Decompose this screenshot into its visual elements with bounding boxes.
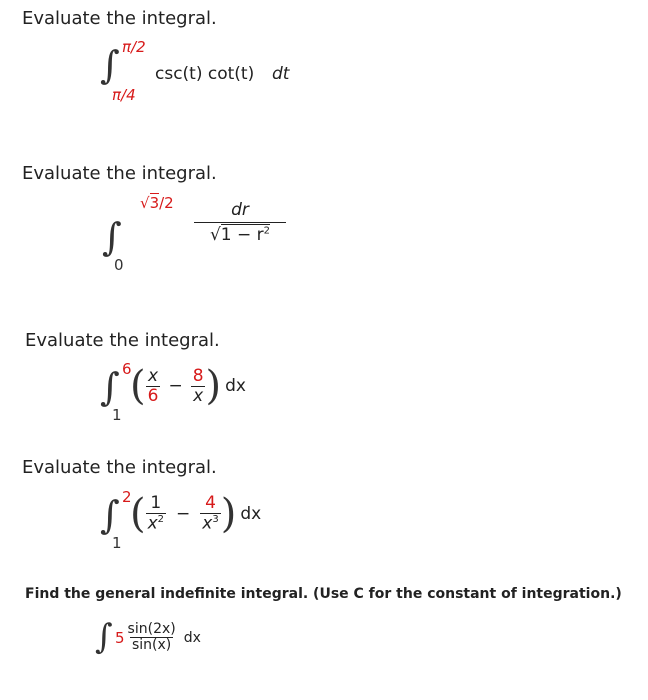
numerator: dr: [194, 200, 286, 223]
numerator: 4: [205, 493, 216, 514]
problem-2-prompt: Evaluate the integral.: [22, 163, 217, 184]
base: x: [147, 513, 158, 534]
problem-4-prompt: Evaluate the integral.: [22, 457, 217, 478]
integrand: csc(t) cot(t): [155, 64, 255, 84]
exponent: 2: [263, 225, 271, 237]
problem-5-expression: [95, 614, 295, 674]
denominator: x: [193, 385, 204, 406]
problem-1-prompt: Evaluate the integral.: [22, 8, 217, 29]
left-paren: (: [130, 491, 146, 537]
numerator: x: [147, 365, 159, 386]
upper-radicand: 3: [149, 194, 160, 212]
problem-4-expression: [100, 488, 320, 558]
differential: dx: [225, 376, 246, 396]
sqrt-icon: √: [140, 194, 150, 212]
minus-operator: −: [168, 376, 183, 396]
radicand: 1 − r: [220, 225, 264, 245]
differential: dx: [240, 504, 262, 524]
lower-limit: 0: [114, 256, 124, 274]
numerator: 1: [150, 493, 162, 514]
denominator: sin(x): [132, 637, 172, 654]
fraction: [126, 622, 178, 654]
upper-limit: [140, 194, 174, 212]
upper-limit: π/2: [122, 38, 146, 56]
exponent: 3: [212, 514, 219, 526]
right-paren: ): [220, 491, 237, 537]
upper-limit: 2: [122, 488, 132, 506]
differential: dt: [272, 64, 290, 84]
integral-sign: ∫: [100, 365, 120, 409]
denominator: 6: [147, 385, 159, 406]
fraction-2: [200, 494, 220, 533]
exponent: 2: [157, 514, 165, 526]
integral-sign: ∫: [100, 493, 120, 537]
lower-limit: 1: [112, 534, 122, 552]
coefficient: 5: [115, 628, 125, 647]
denominator: [200, 513, 220, 533]
upper-tail: /2: [159, 194, 174, 212]
denominator: [146, 513, 166, 533]
upper-limit: 6: [122, 360, 132, 378]
problem-2-expression: [102, 190, 332, 280]
fraction-1: [146, 494, 166, 533]
integral-sign: ∫: [102, 215, 122, 259]
problem-5-prompt: Find the general indefinite integral. (Use C for the constant of integration.): [25, 586, 622, 602]
base: x: [202, 513, 213, 534]
sqrt-icon: √: [209, 225, 221, 245]
minus-operator: −: [176, 504, 191, 524]
lower-limit: π/4: [112, 86, 136, 104]
numerator: 8: [192, 365, 204, 386]
parenthesized-expression: [130, 363, 246, 409]
fraction-1: [146, 367, 161, 405]
denominator: [194, 223, 286, 245]
differential: dx: [183, 629, 201, 646]
integral-sign: ∫: [95, 617, 113, 657]
problem-1-expression: [100, 38, 330, 108]
fraction-2: [191, 367, 206, 405]
problem-3-prompt: Evaluate the integral.: [25, 330, 220, 351]
numerator: sin(2x): [127, 621, 176, 637]
integral-sign: ∫: [100, 43, 120, 87]
right-paren: ): [205, 363, 222, 409]
problem-3-expression: [100, 360, 320, 430]
fraction: [194, 200, 286, 245]
lower-limit: 1: [112, 406, 122, 424]
left-paren: (: [130, 363, 146, 409]
integrand: [115, 622, 201, 654]
parenthesized-expression: [130, 491, 262, 537]
